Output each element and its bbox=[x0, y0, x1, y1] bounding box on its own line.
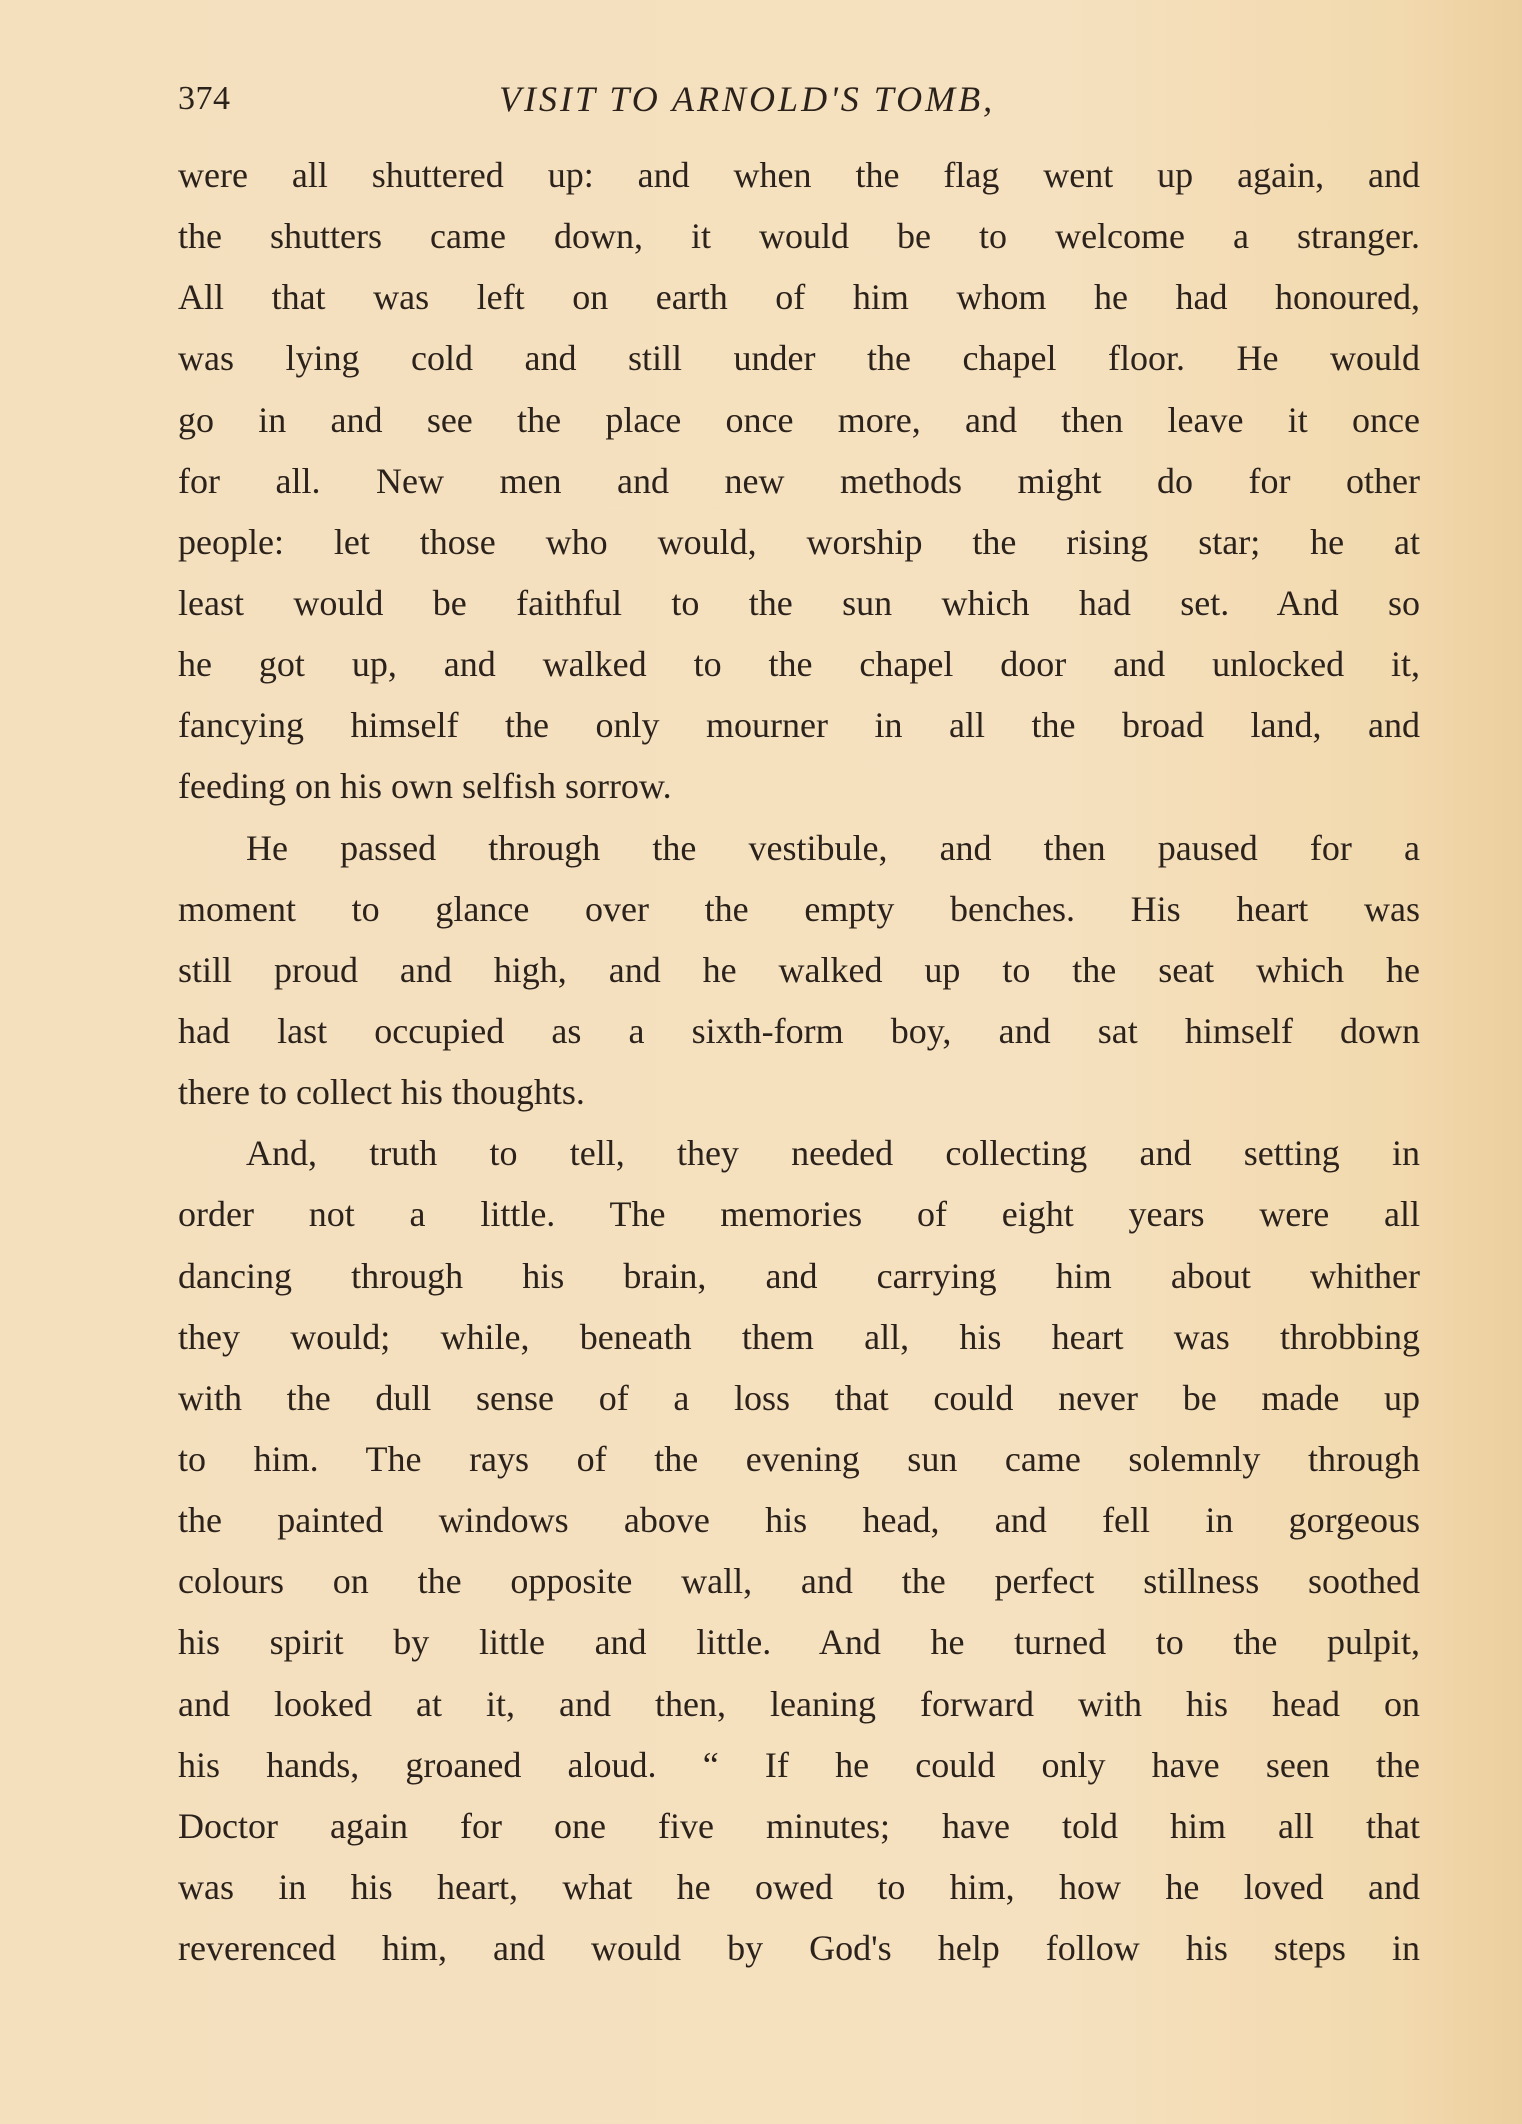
text-line: for all. New men and new methods might do for other bbox=[178, 460, 1420, 501]
text-line: order not a little. The memories of eight years were all bbox=[178, 1194, 1420, 1235]
text-line: with the dull sense of a loss that could never be made up bbox=[178, 1377, 1420, 1418]
text-line: and looked at it, and then, leaning forward with his head on bbox=[178, 1683, 1420, 1724]
text-line: feeding on his own selfish sorrow. bbox=[178, 766, 672, 807]
text-line: go in and see the place once more, and then leave it once bbox=[178, 399, 1420, 440]
text-line: people: let those who would, worship the rising star; he at bbox=[178, 521, 1420, 562]
text-line: his spirit by little and little. And he turned to the pulpit, bbox=[178, 1622, 1420, 1663]
text-line: the shutters came down, it would be to welcome a stranger. bbox=[178, 216, 1420, 257]
text-line: moment to glance over the empty benches. His heart was bbox=[178, 888, 1420, 929]
text-line: He passed through the vestibule, and then paused for a bbox=[246, 827, 1420, 868]
text-line: had last occupied as a sixth-form boy, and sat himself down bbox=[178, 1010, 1420, 1051]
text-line: reverenced him, and would by God's help follow his steps in bbox=[178, 1928, 1420, 1969]
text-line: least would be faithful to the sun which had set. And so bbox=[178, 582, 1420, 623]
text-line: still proud and high, and he walked up to the seat which he bbox=[178, 949, 1420, 990]
text-line: his hands, groaned aloud. “ If he could only have seen the bbox=[178, 1744, 1420, 1785]
text-line: colours on the opposite wall, and the perfect stillness soothed bbox=[178, 1561, 1420, 1602]
text-line: was lying cold and still under the chapel floor. He would bbox=[178, 338, 1420, 379]
text-line: were all shuttered up: and when the flag went up again, and bbox=[178, 155, 1420, 195]
text-line: they would; while, beneath them all, his heart was throbbing bbox=[178, 1316, 1420, 1357]
running-title: VISIT TO ARNOLD'S TOMB, bbox=[499, 79, 996, 119]
text-line: fancying himself the only mourner in all the broad land, and bbox=[178, 705, 1420, 746]
page-header bbox=[178, 74, 1420, 124]
text-line: dancing through his brain, and carrying him about whither bbox=[178, 1255, 1420, 1296]
text-line: was in his heart, what he owed to him, how he loved and bbox=[178, 1866, 1420, 1907]
text-line: All that was left on earth of him whom he had honoured, bbox=[178, 277, 1420, 318]
text-line: And, truth to tell, they needed collecting and setting in bbox=[246, 1133, 1420, 1174]
text-line: Doctor again for one five minutes; have told him all that bbox=[178, 1805, 1420, 1846]
body-text bbox=[178, 145, 1420, 1979]
text-line: there to collect his thoughts. bbox=[178, 1072, 585, 1113]
text-line: the painted windows above his head, and fell in gorgeous bbox=[178, 1500, 1420, 1541]
page-number: 374 bbox=[178, 80, 231, 117]
text-line: to him. The rays of the evening sun came solemnly through bbox=[178, 1438, 1420, 1479]
text-line: he got up, and walked to the chapel door and unlocked it, bbox=[178, 644, 1420, 685]
